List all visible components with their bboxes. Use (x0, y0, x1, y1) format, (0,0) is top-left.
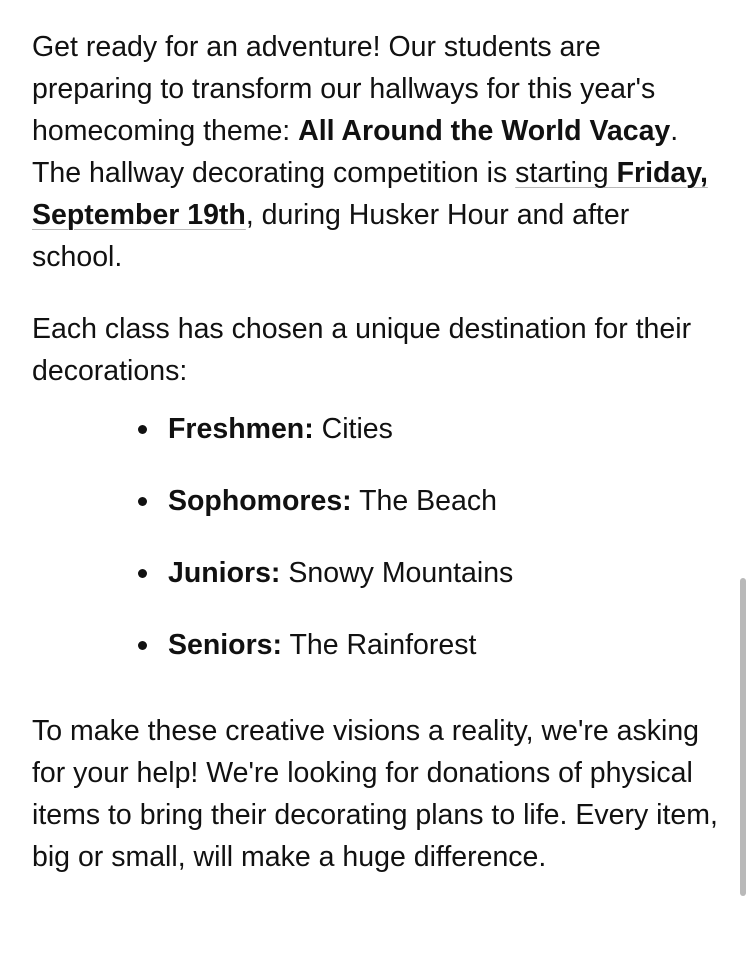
bullet-icon (138, 497, 147, 506)
class-destination: Snowy Mountains (288, 557, 514, 589)
closing-paragraph: To make these creative visions a reality, we're asking for your help! We're looking for donations of physical items to bring their decorating plans to life. Every item, big or small, will make a huge difference. (32, 715, 718, 873)
scrollbar[interactable] (740, 578, 746, 896)
list-item (32, 480, 722, 552)
class-label: Sophomores: (168, 485, 352, 517)
intro-text: Get ready for an adventure! Our students are preparing to transform our hallways for this year's homecoming theme: (32, 31, 656, 147)
theme-name: All Around the World Vacay (298, 115, 671, 147)
class-destination-list (32, 408, 722, 696)
intro-paragraph (32, 26, 722, 278)
class-destination: The Beach (359, 485, 497, 517)
class-destination: The Rainforest (289, 629, 477, 661)
class-label: Freshmen: (168, 413, 314, 445)
message-body (32, 26, 722, 878)
list-item (32, 552, 722, 624)
intro-text-2: . The hallway decorating competition is (32, 115, 679, 189)
class-label: Juniors: (168, 557, 281, 589)
intro-text-3: , during Husker Hour and after school. (32, 199, 630, 273)
starting-word: starting (515, 157, 609, 189)
destinations-intro: Each class has chosen a unique destination for their decorations: (32, 313, 692, 387)
class-label: Seniors: (168, 629, 283, 661)
event-date: Friday, September 19th (32, 157, 708, 231)
list-item (32, 408, 722, 480)
class-destination: Cities (321, 413, 393, 445)
bullet-icon (138, 569, 147, 578)
list-item (32, 624, 722, 696)
bullet-icon (138, 425, 147, 434)
bullet-icon (138, 641, 147, 650)
